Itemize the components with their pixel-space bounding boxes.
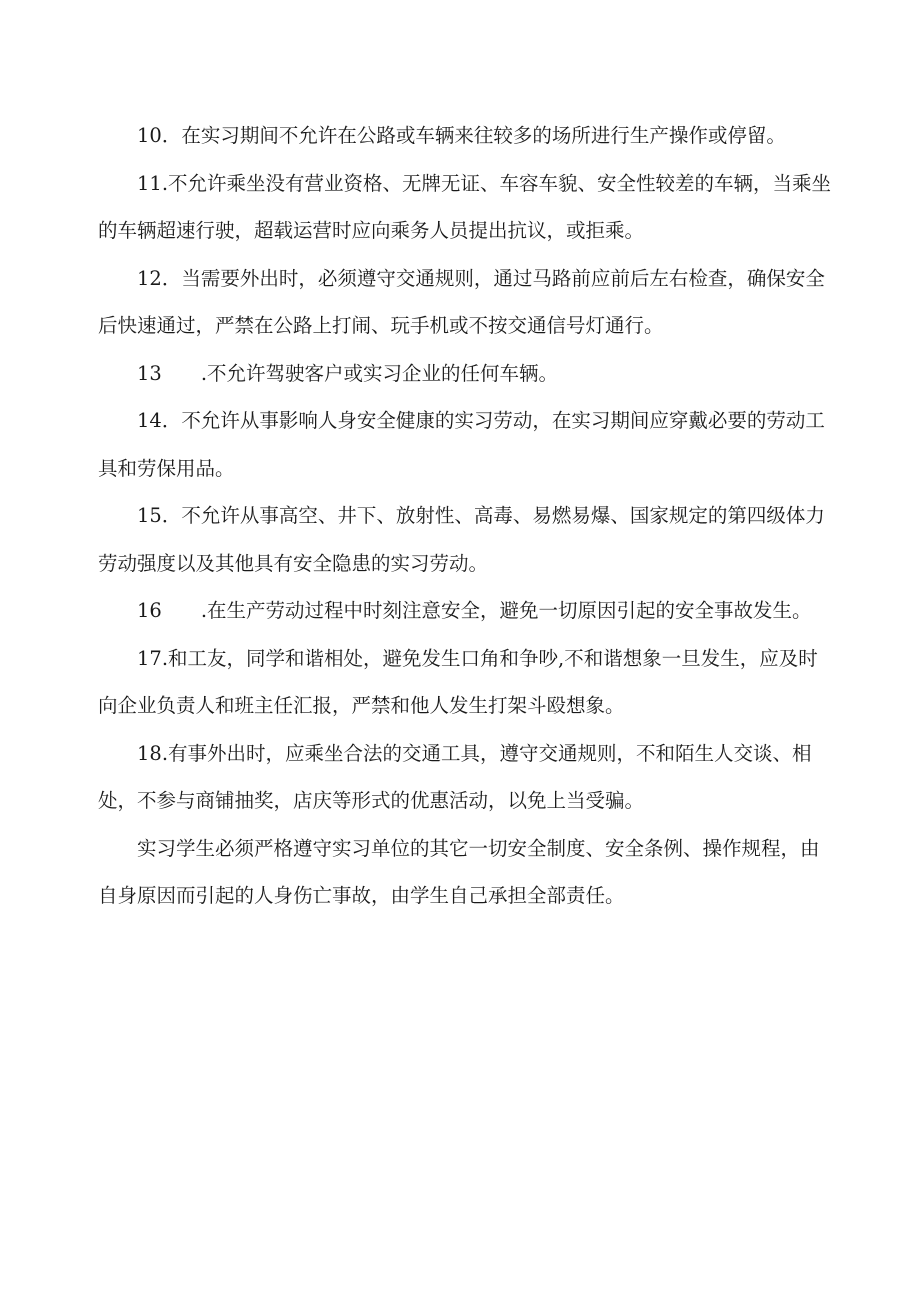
- rule-14-paragraph: 14．不允许从事影响人身安全健康的实习劳动，在实习期间应穿戴必要的劳动工具和劳保用品。: [98, 409, 825, 480]
- rule-18-paragraph: 18.有事外出时，应乘坐合法的交通工具，遵守交通规则，不和陌生人交谈、相处，不参与商铺抽奖，店庆等形式的优惠活动，以免上当受骗。: [98, 741, 812, 812]
- rule-17-paragraph: 17.和工友，同学和谐相处，避免发生口角和争吵,不和谐想象一旦发生，应及时向企业负责人和班主任汇报，严禁和他人发生打架斗殴想象。: [98, 646, 818, 717]
- rule-11-paragraph: 11.不允许乘坐没有营业资格、无牌无证、车容车貌、安全性较差的车辆，当乘坐的车辆超速行驶，超载运营时应向乘务人员提出抗议，或拒乘。: [98, 171, 832, 242]
- document-page: [98, 112, 832, 920]
- responsibility-statement: 实习学生必须严格遵守实习单位的其它一切安全制度、安全条例、操作规程，由自身原因而引起的人身伤亡事故，由学生自己承担全部责任。: [98, 836, 820, 907]
- rule-10-paragraph: 10．在实习期间不允许在公路或车辆来往较多的场所进行生产操作或停留。: [137, 124, 786, 147]
- rule-16-paragraph: 16 .在生产劳动过程中时刻注意安全，避免一切原因引起的安全事故发生。: [137, 599, 812, 622]
- rule-12-paragraph: 12．当需要外出时，必须遵守交通规则，通过马路前应前后左右检查，确保安全后快速通过，严禁在公路上打闹、玩手机或不按交通信号灯通行。: [98, 266, 825, 337]
- rule-15-paragraph: 15．不允许从事高空、井下、放射性、高毒、易燃易爆、国家规定的第四级体力劳动强度以及其他具有安全隐患的实习劳动。: [98, 504, 825, 575]
- rule-13-paragraph: 13 .不允许驾驶客户或实习企业的任何车辆。: [137, 361, 559, 385]
